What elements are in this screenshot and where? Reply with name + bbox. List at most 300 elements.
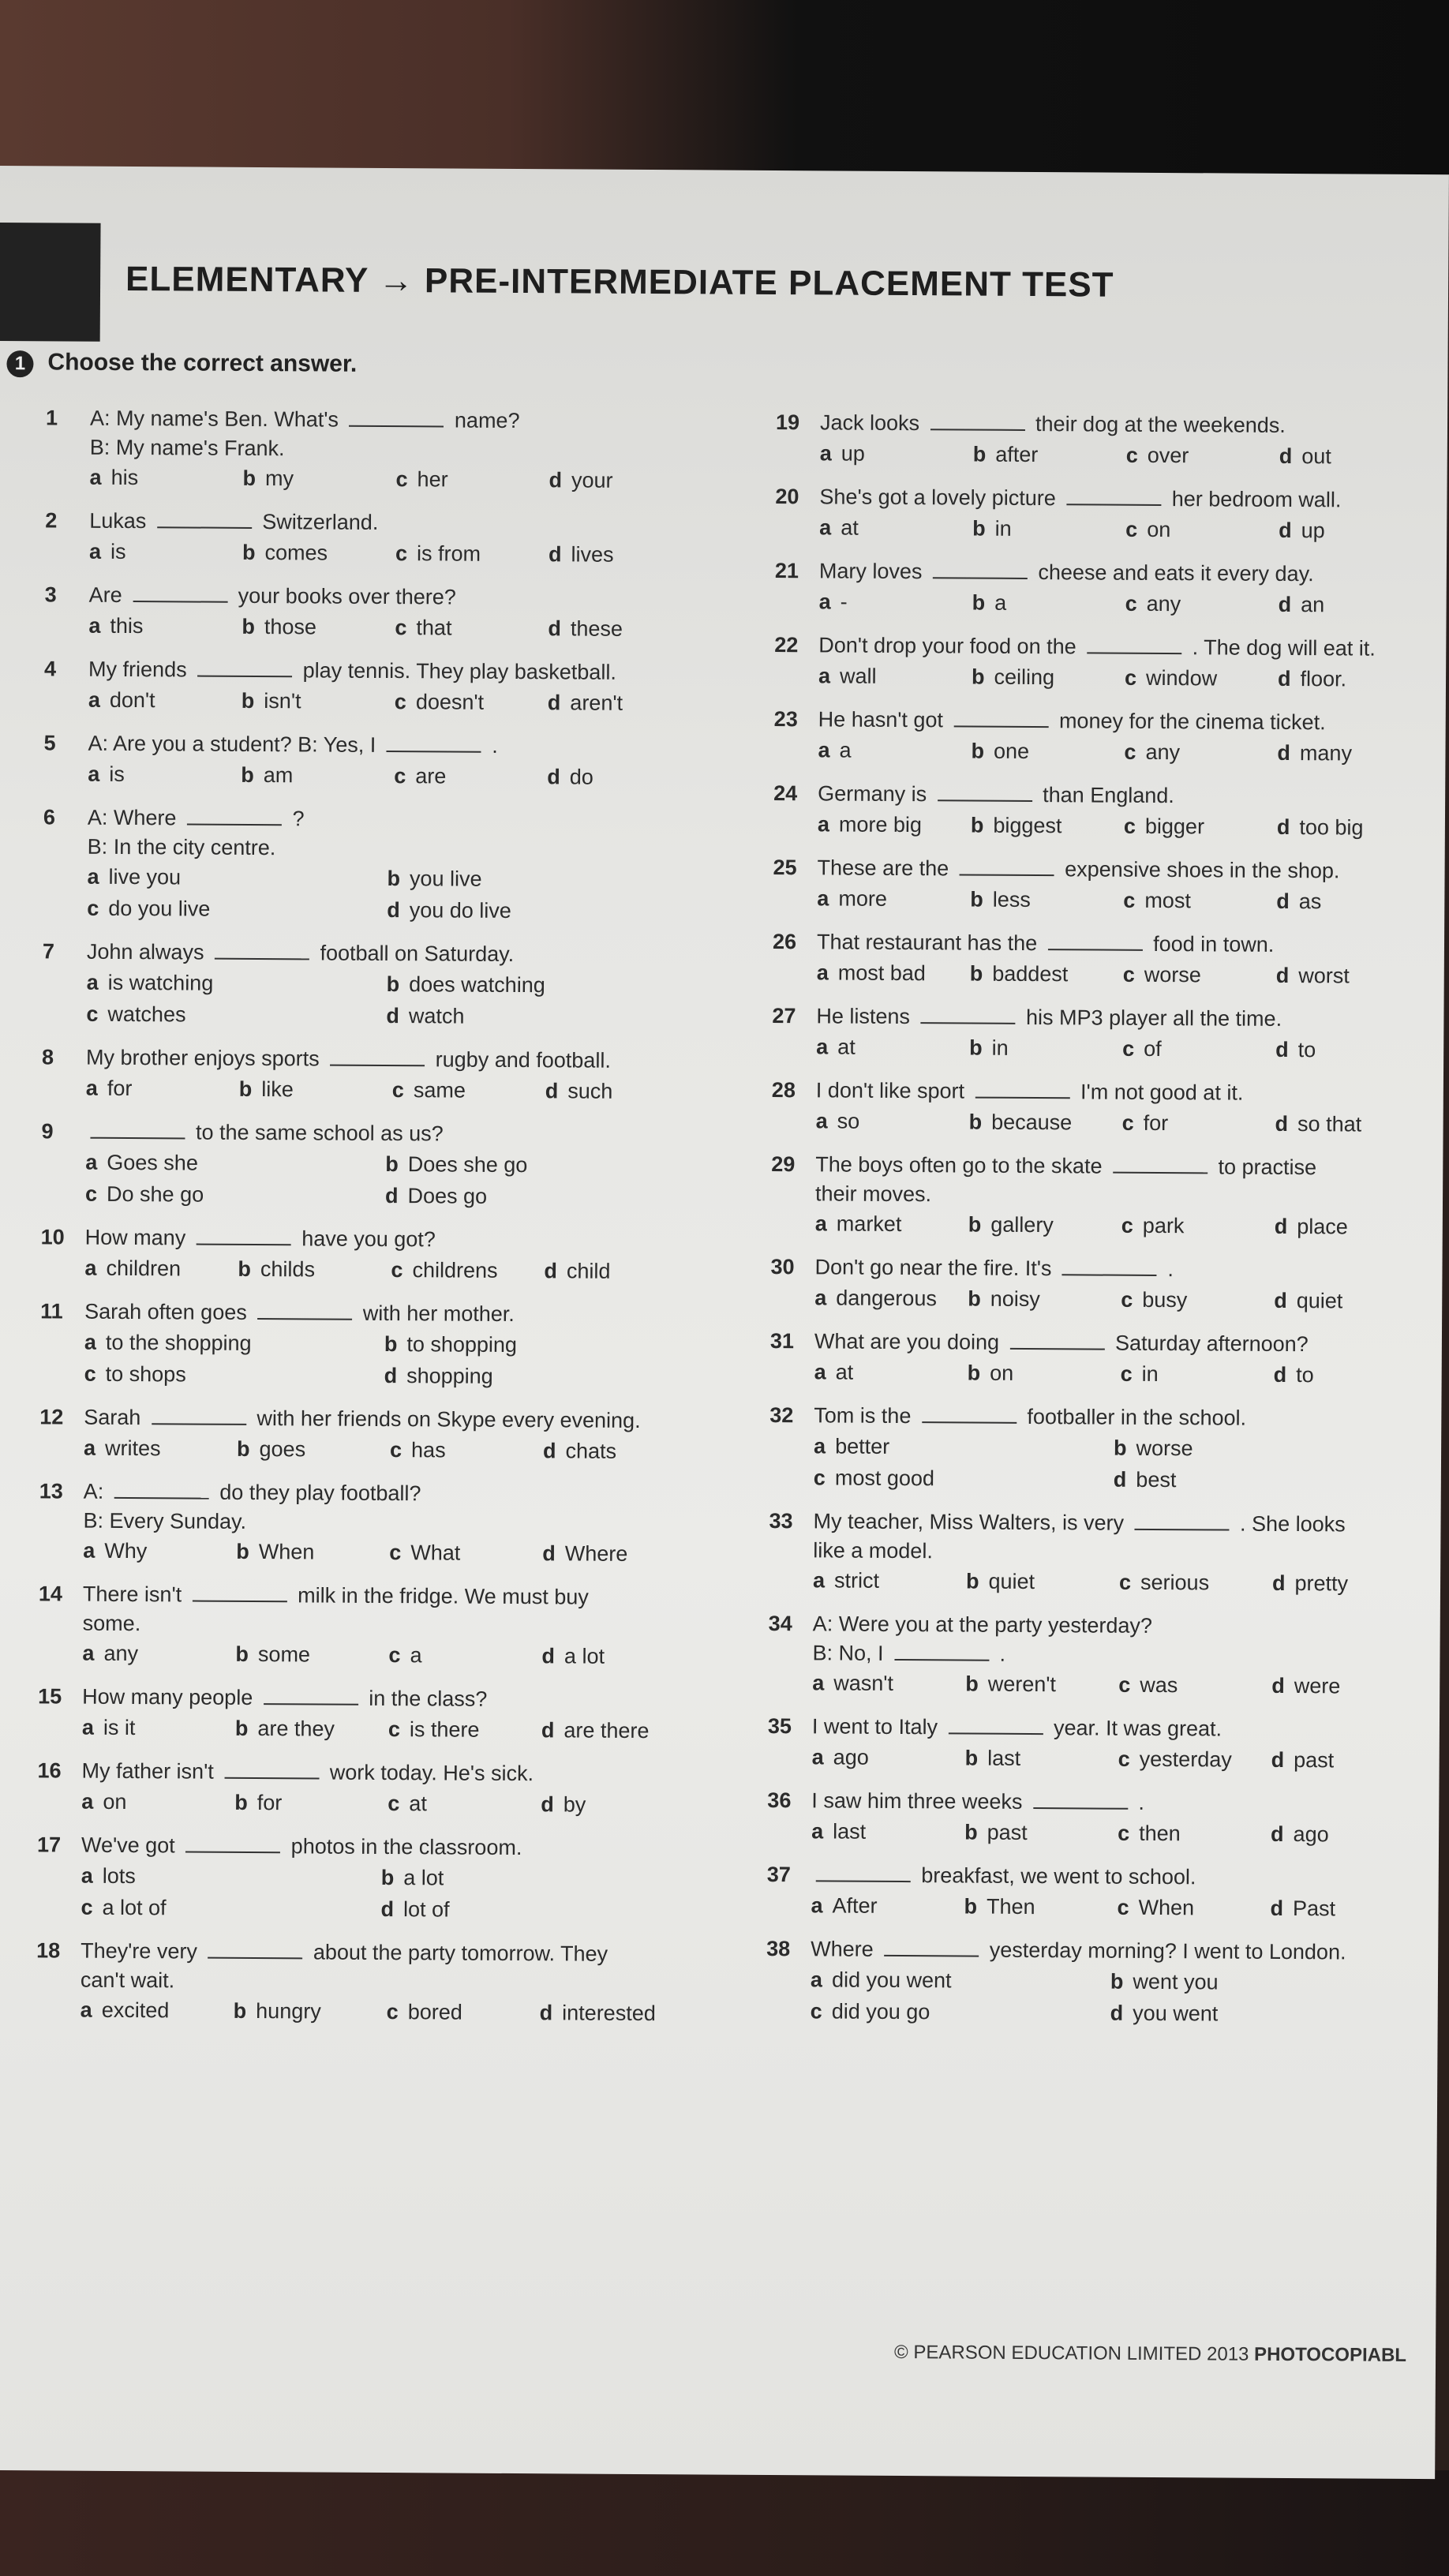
answer-option[interactable] [1125,588,1267,620]
answer-option[interactable] [545,1075,687,1107]
answer-blank[interactable] [1135,1511,1230,1531]
option-letter: a [80,1998,92,2022]
question-item [773,704,1449,769]
answer-option[interactable] [818,734,960,766]
answer-blank[interactable] [215,941,309,960]
answer-option[interactable] [395,463,537,496]
answer-option[interactable] [1277,737,1419,769]
option-letter: c [1120,1361,1133,1386]
answer-option[interactable] [1117,1892,1259,1924]
answer-option[interactable] [811,1995,1110,2028]
answer-option[interactable] [1119,1567,1261,1599]
answer-option[interactable] [819,511,961,544]
answer-blank[interactable] [953,708,1048,728]
answer-option[interactable] [965,1743,1107,1775]
answer-option[interactable] [87,893,387,926]
option-letter: b [964,1820,978,1844]
option-letter: a [84,1256,97,1280]
answer-option[interactable] [1121,1107,1264,1140]
question-item [41,1116,721,1213]
question-item [766,1934,1446,2031]
option-text: then [1139,1821,1181,1846]
answer-option[interactable] [973,439,1115,471]
answer-option[interactable] [547,761,689,793]
answer-option[interactable] [390,1434,532,1466]
answer-option[interactable] [964,1817,1106,1849]
answer-option[interactable] [389,1537,531,1569]
answer-blank[interactable] [1062,1256,1157,1276]
answer-option[interactable] [1279,589,1421,621]
answer-option[interactable] [392,1074,534,1106]
answer-option[interactable] [549,538,691,571]
answer-option[interactable] [241,759,383,792]
option-letter: d [1273,1362,1287,1387]
question-number: 3 [44,582,57,607]
option-letter: c [87,896,99,920]
answer-option[interactable] [964,1891,1106,1923]
stem-text: ? [286,807,305,831]
answer-option[interactable] [541,1714,683,1747]
answer-option[interactable] [1125,514,1267,546]
answer-option[interactable] [242,611,384,643]
answer-option[interactable] [1123,959,1265,991]
answer-option[interactable] [1275,1034,1417,1066]
answer-option[interactable] [1279,515,1421,547]
answer-option[interactable] [544,1255,686,1287]
answer-blank[interactable] [264,1686,358,1705]
answer-option[interactable] [89,536,231,568]
answer-option[interactable] [1118,1669,1260,1702]
answer-option[interactable] [234,1995,376,2027]
answer-option[interactable] [89,462,231,494]
answer-option[interactable] [1271,1744,1413,1777]
answer-option[interactable] [818,660,960,692]
option-letter: b [970,887,983,912]
stem-text: can't wait. [80,1968,175,1993]
answer-option[interactable] [1124,811,1266,843]
option-letter: d [1274,1214,1288,1238]
answer-option[interactable] [1276,960,1418,992]
answer-blank[interactable] [187,806,282,826]
option-text: doesn't [415,690,485,714]
answer-options [88,758,722,794]
answer-option[interactable] [395,686,537,718]
answer-blank[interactable] [133,583,227,603]
option-text: over [1147,443,1189,468]
answer-blank[interactable] [90,1120,185,1140]
answer-option[interactable] [1278,663,1420,695]
answer-option[interactable] [81,1860,381,1893]
option-text: in [1141,1361,1159,1386]
answer-option[interactable] [970,958,1112,990]
option-text: - [840,590,848,614]
answer-option[interactable] [972,513,1114,545]
option-text: child [566,1259,611,1283]
answer-option[interactable] [1279,440,1421,473]
answer-option[interactable] [1125,662,1267,695]
answer-option[interactable] [238,1253,380,1286]
answer-option[interactable] [811,1964,1110,1997]
answer-option[interactable] [816,1031,958,1063]
answer-option[interactable] [239,1073,381,1106]
answer-options [811,1964,1445,2031]
answer-option[interactable] [84,1252,227,1285]
option-letter: c [389,1541,402,1565]
answer-option[interactable] [814,1356,957,1388]
question-number: 4 [44,657,57,681]
answer-option[interactable] [814,1462,1114,1495]
option-letter: d [547,691,561,715]
answer-option[interactable] [1126,440,1268,472]
option-text: went you [1133,1969,1219,1994]
answer-option[interactable] [87,861,387,894]
answer-option[interactable] [1114,1464,1413,1497]
stem-text: I don't like sport [815,1078,971,1103]
answer-blank[interactable] [114,1480,209,1500]
answer-option[interactable] [811,1815,953,1848]
answer-option[interactable] [968,1283,1110,1316]
answer-blank[interactable] [157,509,252,529]
answer-option[interactable] [394,760,536,792]
answer-option[interactable] [1110,1998,1410,2031]
answer-option[interactable] [87,967,387,1000]
question-number: 14 [38,1582,63,1606]
answer-option[interactable] [1121,1210,1264,1242]
option-letter: a [816,1035,829,1059]
answer-option[interactable] [88,610,230,642]
answer-option[interactable] [1110,1966,1410,1999]
question-number: 35 [767,1713,792,1739]
answer-option[interactable] [387,1996,529,2028]
answer-option[interactable] [237,1433,379,1466]
answer-option[interactable] [815,1208,957,1240]
option-letter: b [972,590,986,615]
answer-option[interactable] [811,1889,953,1922]
option-text: Does go [407,1184,488,1208]
answer-option[interactable] [242,685,384,717]
answer-option[interactable] [82,1712,224,1744]
answer-option[interactable] [234,1787,376,1819]
answer-options [84,1252,719,1288]
stem-text: . [1132,1790,1145,1814]
answer-blank[interactable] [816,1863,911,1882]
option-letter: a [818,590,831,614]
option-letter: d [1271,1822,1284,1846]
answer-option[interactable] [1121,1358,1263,1391]
answer-option[interactable] [541,1788,683,1821]
answer-option[interactable] [1274,1359,1416,1391]
option-text: chats [565,1439,617,1463]
stem-text: food in town. [1147,931,1275,957]
answer-option[interactable] [818,808,960,841]
option-text: at [841,515,859,540]
answer-option[interactable] [972,661,1114,694]
question-item [39,1402,718,1467]
answer-option[interactable] [540,1997,682,2029]
question-number: 18 [36,1938,61,1963]
option-text: more [838,886,887,911]
answer-blank[interactable] [1087,635,1181,654]
stem-text: photos in the classroom. [285,1834,522,1860]
question-item [42,936,721,1033]
option-text: quiet [1296,1289,1343,1313]
answer-blank[interactable] [193,1583,287,1603]
answer-option[interactable] [388,1639,530,1672]
answer-option[interactable] [542,1537,684,1570]
option-letter: a [83,1436,96,1460]
question-item [37,1755,716,1821]
option-letter: a [87,864,99,889]
answer-option[interactable] [969,1032,1111,1065]
option-text: When [258,1540,315,1564]
answer-option[interactable] [80,1892,380,1925]
answer-option[interactable] [395,612,537,644]
answer-options [84,1432,718,1468]
answer-option[interactable] [1122,1033,1264,1065]
answer-option[interactable] [813,1564,955,1597]
option-letter: a [83,1538,95,1563]
answer-blank[interactable] [884,1938,979,1957]
answer-option[interactable] [242,462,384,495]
answer-blank[interactable] [197,658,292,678]
answer-option[interactable] [88,684,230,717]
option-text: busy [1142,1287,1188,1312]
answer-option[interactable] [384,1360,684,1393]
answer-option[interactable] [82,1638,224,1670]
answer-blank[interactable] [920,1005,1015,1024]
answer-option[interactable] [549,464,691,496]
stem-text: How many [84,1225,192,1250]
answer-option[interactable] [236,1536,378,1568]
option-letter: b [236,1436,250,1461]
answer-option[interactable] [1123,885,1265,917]
answer-option[interactable] [1118,1743,1260,1776]
answer-option[interactable] [817,957,959,989]
answer-option[interactable] [814,1430,1114,1463]
answer-option[interactable] [548,687,690,719]
stem-text: B: No, I [812,1641,890,1665]
option-letter: c [395,616,407,640]
answer-option[interactable] [972,587,1114,620]
answer-blank[interactable] [387,733,481,753]
answer-option[interactable] [387,894,687,927]
answer-blank[interactable] [349,408,444,428]
answer-option[interactable] [80,1994,223,2027]
answer-blank[interactable] [938,782,1032,802]
option-letter: c [1122,1036,1135,1061]
option-text: comes [264,541,328,565]
answer-option[interactable] [1277,811,1419,844]
answer-option[interactable] [820,437,962,470]
option-letter: a [818,664,831,688]
answer-options [812,1667,1447,1702]
answer-blank[interactable] [948,1715,1043,1735]
answer-option[interactable] [817,882,959,915]
answer-option[interactable] [971,736,1113,768]
question-item [38,1681,717,1747]
answer-blank[interactable] [185,1833,280,1853]
answer-option[interactable] [543,1435,685,1467]
answer-option[interactable] [541,1640,683,1672]
answer-option[interactable] [388,1788,530,1820]
answer-blank[interactable] [975,1080,1070,1099]
copyright-text: © PEARSON EDUCATION LIMITED 2013 [894,2341,1249,2365]
answer-option[interactable] [1270,1893,1412,1925]
stem-text: A: Are you a student? B: Yes, I [88,731,382,757]
answer-option[interactable] [387,968,687,1002]
question-stem [767,1859,1446,1893]
option-letter: b [972,516,986,541]
answer-option[interactable] [971,810,1113,842]
option-letter: a [85,1150,98,1174]
question-stem [36,1935,715,1969]
option-letter: b [971,739,985,763]
option-text: any [1146,591,1181,616]
answer-blank[interactable] [152,1406,246,1425]
answer-option[interactable] [385,1148,685,1181]
answer-blank[interactable] [930,411,1025,431]
answer-option[interactable] [1121,1284,1263,1316]
answer-option[interactable] [1114,1432,1413,1466]
answer-blank[interactable] [257,1301,352,1320]
option-text: window [1146,665,1218,691]
answer-option[interactable] [814,1282,957,1314]
answer-option[interactable] [385,1180,685,1213]
option-text: park [1142,1213,1185,1238]
answer-blank[interactable] [1033,1790,1128,1810]
answer-option[interactable] [1118,1818,1260,1850]
question-stem [773,778,1449,812]
option-text: worse [1144,962,1201,987]
option-text: am [263,763,294,788]
answer-option[interactable] [242,537,384,569]
answer-option[interactable] [81,1786,223,1818]
answer-option[interactable] [84,1327,384,1360]
answer-blank[interactable] [1113,1155,1208,1174]
question-number: 7 [42,939,55,964]
question-item [772,1075,1449,1140]
stem-text: He hasn't got [818,707,949,732]
answer-option[interactable] [386,1000,686,1033]
answer-option[interactable] [1274,1285,1416,1317]
answer-options [817,957,1449,992]
answer-option[interactable] [1271,1670,1413,1702]
answer-option[interactable] [387,863,687,896]
question-stem [775,556,1449,590]
answer-option[interactable] [968,1357,1110,1390]
answer-option[interactable] [395,537,537,570]
answer-blank[interactable] [933,560,1028,579]
answer-option[interactable] [1275,1108,1417,1140]
answer-option[interactable] [1276,886,1418,918]
question-item [38,1578,717,1672]
option-letter: b [380,1865,395,1890]
option-text: up [841,441,865,466]
answer-option[interactable] [970,884,1112,916]
answer-option[interactable] [816,1105,958,1137]
answer-option[interactable] [84,1358,384,1391]
answer-blank[interactable] [894,1642,989,1661]
answer-option[interactable] [86,1073,228,1105]
answer-blank[interactable] [1010,1331,1105,1350]
question-number: 33 [769,1508,793,1533]
answer-blank[interactable] [922,1404,1017,1424]
answer-option[interactable] [812,1741,954,1773]
answer-option[interactable] [969,1106,1111,1139]
option-letter: a [817,886,829,911]
answer-option[interactable] [1272,1567,1414,1600]
question-continuation [90,433,724,466]
answer-blank[interactable] [1066,486,1161,506]
answer-option[interactable] [968,1209,1110,1241]
answer-options [82,1638,717,1673]
option-letter: d [1274,1288,1287,1312]
answer-option[interactable] [965,1668,1107,1701]
answer-option[interactable] [84,1432,226,1465]
option-letter: b [968,1212,982,1237]
stem-text: yesterday morning? I went to London. [983,1938,1346,1964]
option-letter: a [816,960,829,985]
question-stem [768,1711,1447,1745]
question-number: 36 [767,1788,792,1813]
answer-blank[interactable] [208,1940,302,1960]
answer-option[interactable] [235,1638,377,1671]
answer-option[interactable] [235,1713,377,1745]
option-letter: c [394,690,406,714]
option-letter: b [233,1998,247,2023]
answer-blank[interactable] [330,1047,425,1067]
option-text: shopping [406,1364,493,1388]
answer-option[interactable] [1124,736,1266,769]
answer-option[interactable] [548,612,690,645]
answer-option[interactable] [812,1667,954,1699]
answer-blank[interactable] [197,1226,291,1246]
option-text: noisy [990,1286,1040,1312]
option-text: ago [833,1745,869,1769]
answer-option[interactable] [86,998,386,1032]
answer-option[interactable] [83,1535,225,1567]
answer-option[interactable] [1275,1211,1417,1243]
answer-option[interactable] [391,1254,533,1286]
answer-option[interactable] [388,1713,530,1746]
answer-option[interactable] [966,1566,1108,1598]
answer-options [814,1430,1448,1497]
answer-option[interactable] [384,1328,684,1361]
answer-option[interactable] [380,1893,680,1926]
answer-option[interactable] [88,758,230,791]
instruction-text: Choose the correct answer. [47,349,358,377]
answer-blank[interactable] [224,1760,319,1780]
answer-option[interactable] [381,1862,681,1895]
answer-blank[interactable] [1048,931,1143,951]
option-text: do you live [108,896,211,921]
question-number: 37 [766,1862,791,1887]
answer-option[interactable] [1271,1818,1413,1851]
question-stem [39,1402,718,1436]
question-item [768,1608,1447,1702]
answer-option[interactable] [85,1178,385,1211]
answer-option[interactable] [819,586,961,618]
option-text: on [990,1361,1014,1385]
question-item [44,579,723,645]
question-stem [775,481,1449,515]
answer-blank[interactable] [960,856,1054,876]
option-text: goes [259,1437,306,1462]
option-text: to shopping [406,1332,518,1357]
answer-option[interactable] [85,1147,385,1180]
question-continuation [815,1179,1449,1211]
option-text: lots [102,1863,136,1889]
